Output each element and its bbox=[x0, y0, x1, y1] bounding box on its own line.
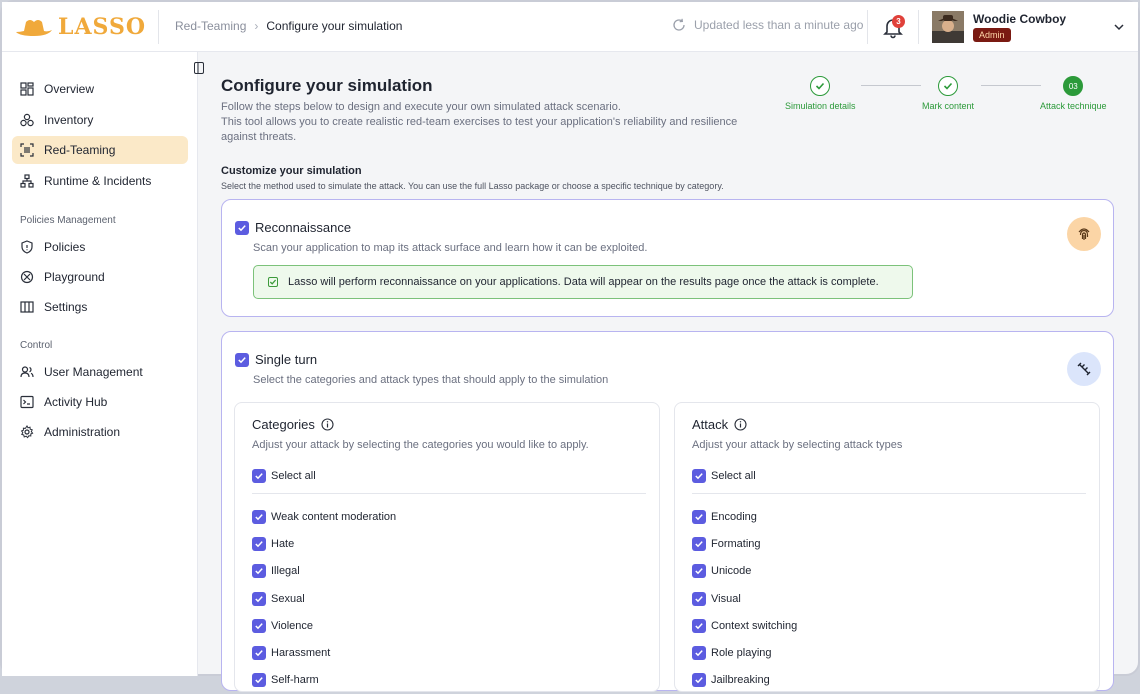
checkbox[interactable] bbox=[252, 510, 266, 524]
divider bbox=[867, 10, 868, 44]
attack-label: Formating bbox=[711, 537, 761, 550]
sidebar-item-administration[interactable] bbox=[12, 418, 188, 446]
avatar-image bbox=[932, 11, 964, 43]
categories-header bbox=[252, 417, 334, 432]
category-hate[interactable] bbox=[252, 530, 396, 557]
fingerprint-icon bbox=[1067, 217, 1101, 251]
step-label: Mark content bbox=[922, 101, 975, 111]
attack-subtitle: Adjust your attack by selecting attack types bbox=[692, 439, 903, 451]
categories-title: Categories bbox=[252, 417, 315, 432]
checkbox[interactable] bbox=[692, 673, 706, 687]
step-mark-content[interactable] bbox=[922, 76, 974, 111]
step-connector bbox=[861, 85, 921, 86]
section-label-control: Control bbox=[20, 340, 53, 351]
columns-icon bbox=[20, 300, 34, 314]
sidebar-item-label: Inventory bbox=[44, 113, 94, 127]
categories-panel bbox=[234, 402, 660, 692]
sidebar-item-runtime-incidents[interactable] bbox=[12, 167, 188, 195]
main-content bbox=[199, 52, 1138, 687]
checkbox[interactable] bbox=[692, 619, 706, 633]
attack-select-all[interactable] bbox=[692, 469, 756, 483]
select-all-label: Select all bbox=[271, 470, 316, 482]
attack-unicode[interactable] bbox=[692, 558, 797, 585]
reconnaissance-subtitle: Scan your application to map its attack surface and learn how it can be exploited. bbox=[253, 242, 648, 254]
attack-formating[interactable] bbox=[692, 530, 797, 557]
category-sexual[interactable] bbox=[252, 585, 396, 612]
attack-label: Context switching bbox=[711, 619, 798, 632]
categories-list bbox=[252, 503, 396, 694]
sidebar-item-inventory[interactable] bbox=[12, 106, 188, 134]
single-turn-subtitle: Select the categories and attack types that should apply to the simulation bbox=[253, 374, 609, 386]
page-description bbox=[221, 100, 761, 145]
category-self-harm[interactable] bbox=[252, 667, 396, 694]
divider bbox=[692, 493, 1086, 494]
scan-icon bbox=[20, 143, 34, 157]
categories-subtitle: Adjust your attack by selecting the categories you would like to apply. bbox=[252, 439, 589, 451]
page-title: Configure your simulation bbox=[221, 76, 433, 95]
breadcrumb-parent[interactable]: Red-Teaming bbox=[175, 19, 247, 33]
attack-panel bbox=[674, 402, 1100, 692]
attack-title: Attack bbox=[692, 417, 729, 432]
step-label: Attack technique bbox=[1040, 101, 1107, 111]
role-badge: Admin bbox=[973, 28, 1011, 42]
avatar[interactable] bbox=[932, 11, 964, 43]
step-simulation-details[interactable] bbox=[785, 76, 856, 111]
single-turn-title: Single turn bbox=[255, 352, 318, 367]
sidebar-item-policies[interactable] bbox=[12, 233, 188, 261]
reconnaissance-title: Reconnaissance bbox=[255, 220, 352, 235]
checkbox[interactable] bbox=[252, 619, 266, 633]
single-turn-checkbox[interactable] bbox=[235, 353, 249, 367]
sidebar-item-label: Playground bbox=[44, 270, 105, 284]
category-violence[interactable] bbox=[252, 612, 396, 639]
reconnaissance-card[interactable] bbox=[221, 199, 1114, 317]
chevron-down-icon[interactable] bbox=[1112, 20, 1126, 34]
reconnaissance-notice bbox=[253, 265, 913, 299]
sidebar-item-label: User Management bbox=[44, 365, 143, 379]
checkbox[interactable] bbox=[252, 646, 266, 660]
attack-context-switching[interactable] bbox=[692, 612, 797, 639]
category-label: Self-harm bbox=[271, 674, 319, 687]
step-connector bbox=[981, 85, 1041, 86]
category-label: Weak content moderation bbox=[271, 510, 397, 523]
playground-icon bbox=[20, 270, 34, 284]
attack-label: Unicode bbox=[711, 565, 752, 578]
category-label: Illegal bbox=[271, 565, 300, 578]
customize-subtitle: Select the method used to simulate the attack. You can use the full Lasso package or choose a specific technique by category. bbox=[221, 181, 724, 191]
breadcrumb-current: Configure your simulation bbox=[266, 19, 403, 33]
description-line: Follow the steps below to design and execute your own simulated attack scenario. bbox=[221, 101, 621, 113]
checkbox[interactable] bbox=[692, 469, 706, 483]
user-name: Woodie Cowboy bbox=[973, 12, 1067, 26]
sidebar-item-label: Red-Teaming bbox=[44, 143, 116, 157]
sidebar-item-activity-hub[interactable] bbox=[12, 388, 188, 416]
info-icon[interactable] bbox=[734, 418, 747, 431]
update-status bbox=[672, 18, 863, 32]
brand-name: LASSO bbox=[58, 14, 146, 40]
sidebar-item-label: Policies bbox=[44, 240, 86, 254]
checkbox[interactable] bbox=[252, 592, 266, 606]
attack-list bbox=[692, 503, 797, 694]
cubes-icon bbox=[20, 113, 34, 127]
customize-title: Customize your simulation bbox=[221, 165, 362, 177]
checkbox[interactable] bbox=[252, 537, 266, 551]
divider bbox=[918, 10, 919, 44]
check-icon bbox=[938, 76, 958, 96]
attack-header bbox=[692, 417, 747, 432]
checkbox[interactable] bbox=[252, 469, 266, 483]
checkbox[interactable] bbox=[692, 537, 706, 551]
breadcrumb bbox=[175, 19, 402, 33]
terminal-icon bbox=[20, 395, 34, 409]
attack-label: Role playing bbox=[711, 647, 772, 660]
lasso-logo[interactable] bbox=[14, 12, 146, 42]
sidebar-item-label: Activity Hub bbox=[44, 395, 108, 409]
category-weak-content-moderation[interactable] bbox=[252, 503, 396, 530]
attack-label: Visual bbox=[711, 592, 741, 605]
syringe-icon bbox=[1067, 352, 1101, 386]
checkbox[interactable] bbox=[692, 646, 706, 660]
sidebar bbox=[2, 52, 198, 676]
reconnaissance-checkbox[interactable] bbox=[235, 221, 249, 235]
gear-icon bbox=[20, 425, 34, 439]
description-line: This tool allows you to create realistic red-team exercises to test your application's reliability and resilience against threats. bbox=[221, 116, 738, 143]
step-attack-technique[interactable] bbox=[1040, 76, 1107, 111]
checkbox[interactable] bbox=[252, 564, 266, 578]
select-all-label: Select all bbox=[711, 470, 756, 482]
cowboy-hat-icon bbox=[14, 16, 54, 38]
step-number: 03 bbox=[1063, 76, 1083, 96]
check-icon bbox=[810, 76, 830, 96]
checkbox[interactable] bbox=[692, 592, 706, 606]
attack-role-playing[interactable] bbox=[692, 639, 797, 666]
category-harassment[interactable] bbox=[252, 639, 396, 666]
updated-text: Updated less than a minute ago bbox=[694, 18, 864, 32]
sidebar-item-label: Runtime & Incidents bbox=[44, 174, 152, 188]
reconnaissance-header bbox=[235, 220, 351, 235]
checkbox[interactable] bbox=[252, 673, 266, 687]
divider bbox=[158, 10, 159, 44]
refresh-icon[interactable] bbox=[672, 18, 686, 32]
attack-label: Jailbreaking bbox=[711, 674, 770, 687]
info-icon[interactable] bbox=[321, 418, 334, 431]
sidebar-item-playground[interactable] bbox=[12, 263, 188, 291]
grid-icon bbox=[20, 82, 34, 96]
category-label: Hate bbox=[271, 537, 295, 550]
section-label-policies: Policies Management bbox=[20, 215, 116, 226]
step-label: Simulation details bbox=[785, 101, 856, 111]
category-label: Sexual bbox=[271, 592, 305, 605]
attack-visual[interactable] bbox=[692, 585, 797, 612]
checkbox[interactable] bbox=[692, 564, 706, 578]
top-bar bbox=[2, 2, 1138, 52]
sidebar-item-settings[interactable] bbox=[12, 293, 188, 321]
sidebar-item-red-teaming[interactable] bbox=[12, 136, 188, 164]
shield-icon bbox=[20, 240, 34, 254]
attack-label: Encoding bbox=[711, 510, 757, 523]
sidebar-item-user-management[interactable] bbox=[12, 358, 188, 386]
attack-encoding[interactable] bbox=[692, 503, 797, 530]
sidebar-item-label: Overview bbox=[44, 82, 95, 96]
network-icon bbox=[20, 174, 34, 188]
notice-text: Lasso will perform reconnaissance on your applications. Data will appear on the results page once the attack is complete. bbox=[288, 276, 879, 288]
users-icon bbox=[20, 365, 34, 379]
categories-select-all[interactable] bbox=[252, 469, 316, 483]
divider bbox=[252, 493, 646, 494]
sidebar-item-label: Administration bbox=[44, 425, 121, 439]
category-label: Violence bbox=[271, 619, 313, 632]
checkbox[interactable] bbox=[692, 510, 706, 524]
attack-jailbreaking[interactable] bbox=[692, 667, 797, 694]
checkbox-icon bbox=[268, 277, 278, 287]
category-label: Harassment bbox=[271, 647, 331, 660]
breadcrumb-separator-icon: › bbox=[254, 19, 259, 33]
single-turn-header bbox=[235, 352, 317, 367]
sidebar-item-label: Settings bbox=[44, 300, 88, 314]
single-turn-card[interactable] bbox=[221, 331, 1114, 691]
category-illegal[interactable] bbox=[252, 558, 396, 585]
notification-badge: 3 bbox=[892, 15, 905, 28]
sidebar-item-overview[interactable] bbox=[12, 75, 188, 103]
